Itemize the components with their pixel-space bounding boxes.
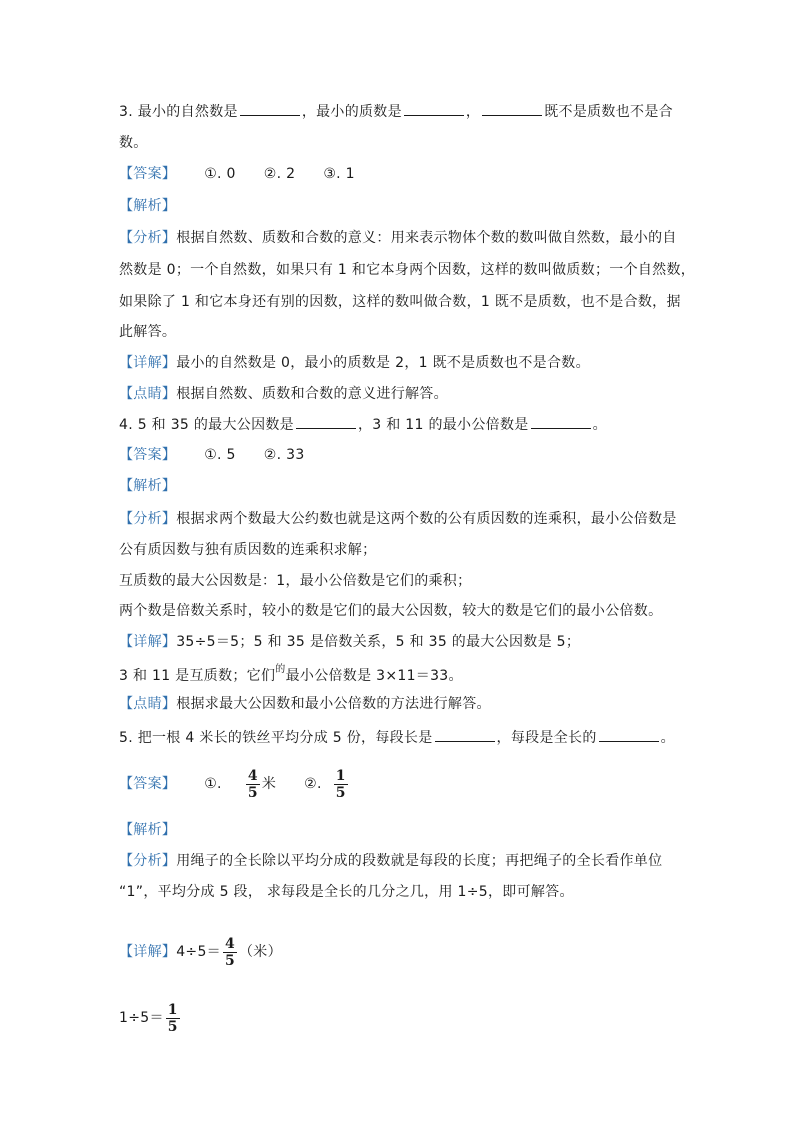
q3-answer-2: ②. 2 xyxy=(263,166,296,182)
q4-blank-1 xyxy=(296,414,356,429)
q5-expression-2-fraction: $\frac{1}{5}$ xyxy=(167,1001,178,1035)
dianjing-tag: 【点睛】 xyxy=(119,386,177,402)
q4-answer xyxy=(119,443,679,467)
q3-xiangjie: 【详解】最小的自然数是 0，最小的质数是 2，1 既不是质数也不是合数。 xyxy=(119,355,590,371)
q4-analysis-tag: 【解析】 xyxy=(119,478,177,494)
q5-answer: 【答案】 ①. $\frac{4}{5}$ 米 ②. $\frac{1}{5}$ xyxy=(119,767,346,801)
q3-answer-1: ①. 0 xyxy=(204,166,236,182)
q5-blank-2 xyxy=(599,727,659,742)
answer-tag: 【答案】 xyxy=(119,776,177,792)
q3-stem-text-d: 既不是质数也不是合 xyxy=(544,104,673,120)
q3-stem-line2: 数。 xyxy=(119,135,148,151)
q4-fenxi-line-1: 【分析】根据求两个数最大公约数也就是这两个数的公有质因数的连乘积，最小公倍数是 xyxy=(119,511,677,527)
q4-answer-1: ①. 5 xyxy=(204,447,236,463)
q4-fenxi-line-2: 公有质因数与独有质因数的连乘积求解； xyxy=(119,542,377,558)
q3-stem-text-a: 3. 最小的自然数是 xyxy=(119,104,238,120)
q5-analysis-tag: 【解析】 xyxy=(119,822,177,838)
q5-answer-2-prefix: ②. xyxy=(304,776,322,792)
q5-blank-1 xyxy=(435,727,495,742)
q3-stem-text-c: ， xyxy=(465,104,481,120)
q4-dianjing: 【点睛】根据求最大公因数和最小公倍数的方法进行解答。 xyxy=(119,696,491,712)
q4-xiangjie-line-2: 3 和 11 是互质数；它们$^的$最小公倍数是 3×11＝33。 xyxy=(119,664,463,684)
fenxi-tag: 【分析】 xyxy=(119,511,177,527)
q5-xiangjie-fraction: $\frac{4}{5}$ xyxy=(224,935,235,969)
fenxi-tag: 【分析】 xyxy=(119,230,177,246)
q3-dianjing: 【点睛】根据自然数、质数和合数的意义进行解答。 xyxy=(119,386,448,402)
q3-blank-2 xyxy=(404,101,464,116)
xiangjie-tag: 【详解】 xyxy=(119,634,177,650)
answer-tag: 【答案】 xyxy=(119,447,177,463)
q5-fenxi-line-2: “1”，平均分成 5 段， 求每段是全长的几分之几，用 1÷5，即可解答。 xyxy=(119,884,574,900)
q3-answer xyxy=(119,162,679,186)
q4-fenxi-line-3: 互质数的最大公因数是：1，最小公倍数是它们的乘积； xyxy=(119,573,472,589)
dianjing-tag: 【点睛】 xyxy=(119,696,177,712)
q3-fenxi-line-4: 此解答。 xyxy=(119,324,177,340)
q5-answer-1-prefix: ①. xyxy=(204,776,222,792)
q4-fenxi-line-4: 两个数是倍数关系时，较小的数是它们的最大公因数，较大的数是它们的最小公倍数。 xyxy=(119,603,663,619)
xiangjie-tag: 【详解】 xyxy=(119,355,177,371)
q4-answer-2: ②. 33 xyxy=(263,447,305,463)
q3-fenxi-line-3: 如果除了 1 和它本身还有别的因数，这样的数叫做合数，1 既不是质数，也不是合数，据 xyxy=(119,294,681,310)
q5-expression-2: 1÷5＝ $\frac{1}{5}$ xyxy=(119,1001,178,1035)
q4-blank-2 xyxy=(531,414,591,429)
q3-stem-text-b: ，最小的质数是 xyxy=(301,104,402,120)
q3-answer-3: ③. 1 xyxy=(323,166,355,182)
q4-stem: 4. 5 和 35 的最大公因数是 ，3 和 11 的最小公倍数是 。 xyxy=(119,413,679,437)
q3-fenxi-line-2: 然数是 0；一个自然数，如果只有 1 和它本身两个因数，这样的数叫做质数；一个自然数， xyxy=(119,262,696,278)
q3-fenxi-line-1: 【分析】根据自然数、质数和合数的意义：用来表示物体个数的数叫做自然数，最小的自 xyxy=(119,230,677,246)
q5-fenxi-line-1: 【分析】用绳子的全长除以平均分成的段数就是每段的长度；再把绳子的全长看作单位 xyxy=(119,853,663,869)
q4-xiangjie: 【详解】35÷5＝5；5 和 35 是倍数关系，5 和 35 的最大公因数是 5； xyxy=(119,634,581,650)
answer-tag: 【答案】 xyxy=(119,166,177,182)
q3-blank-3 xyxy=(482,101,542,116)
q3-stem xyxy=(119,100,679,124)
fenxi-tag: 【分析】 xyxy=(119,853,177,869)
q5-answer-2-fraction: $\frac{1}{5}$ xyxy=(335,767,346,801)
q5-stem: 5. 把一根 4 米长的铁丝平均分成 5 份，每段长是 ，每段是全长的 。 xyxy=(119,726,679,750)
q5-xiangjie: 【详解】4÷5＝ $\frac{4}{5}$ （米） xyxy=(119,935,282,969)
xiangjie-tag: 【详解】 xyxy=(119,944,177,960)
q3-blank-1 xyxy=(240,101,300,116)
q5-answer-1-fraction: $\frac{4}{5}$ xyxy=(247,767,258,801)
q3-analysis-tag: 【解析】 xyxy=(119,198,177,214)
